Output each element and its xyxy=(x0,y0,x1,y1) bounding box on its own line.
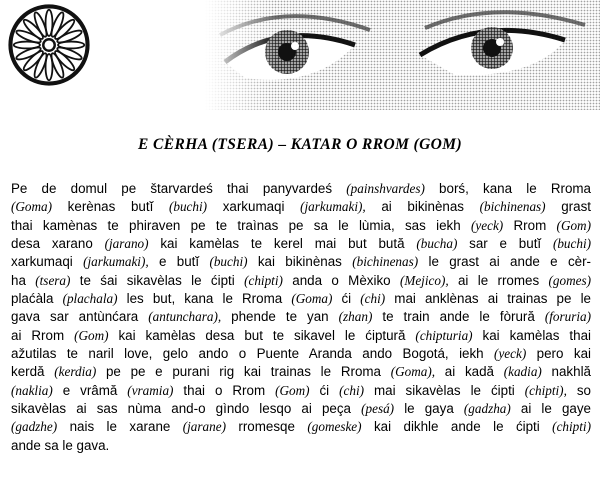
text-run: sikavèlas ai sas nùma and-o gìndo lesqo ai peça xyxy=(11,401,362,417)
text-run: ažutilas te naril love, gelo ando o Puente Aranda ando Bogotá, iekh xyxy=(11,346,495,362)
phonetic-gloss: (plachala) xyxy=(62,291,118,307)
text-run: le grast ai ande e cèr- xyxy=(418,254,591,270)
phonetic-gloss: (naklia) xyxy=(11,382,53,398)
text-run: e vrâmă xyxy=(52,382,128,398)
text-run: grast xyxy=(545,199,591,215)
text-run: kai kamèlas te kerel mai but bută xyxy=(148,236,417,252)
text-run: kai dikhle ande le ćipti xyxy=(361,419,553,435)
phonetic-gloss: (pesá) xyxy=(361,401,395,417)
text-run: kerènas butĭ xyxy=(52,199,169,215)
paragraph-line xyxy=(11,345,591,363)
phonetic-gloss: (gomes) xyxy=(548,272,591,288)
header-illustration xyxy=(0,0,600,132)
paragraph-line xyxy=(11,180,591,198)
text-run: les but, kana le Rroma xyxy=(117,291,292,307)
paragraph-line xyxy=(11,217,591,235)
paragraph-line xyxy=(11,418,591,436)
text-run: ai Rrom xyxy=(11,327,75,343)
text-run: nais le xarane xyxy=(57,419,183,435)
paragraph-line xyxy=(11,272,591,290)
paragraph-line xyxy=(11,308,591,326)
text-run: xarkumaqi xyxy=(11,254,84,270)
text-run: te train ande le fòrură xyxy=(372,309,545,325)
text-run: ai kadă xyxy=(435,364,504,380)
paragraph-line xyxy=(11,327,591,345)
phonetic-gloss: (yeck) xyxy=(494,346,527,362)
phonetic-gloss: (jarkumaki), xyxy=(300,199,366,215)
text-run: sar e butĭ xyxy=(457,236,553,252)
phonetic-gloss: (painshvardes) xyxy=(346,181,425,196)
phonetic-gloss: (kadia) xyxy=(503,364,542,380)
text-run: e butĭ xyxy=(148,254,210,270)
phonetic-gloss: (tsera) xyxy=(35,272,71,288)
text-run: rromesqe xyxy=(225,419,308,435)
phonetic-gloss: (chipti) xyxy=(552,419,591,435)
paragraph-line xyxy=(11,290,591,308)
phonetic-gloss: (foruria) xyxy=(544,309,591,325)
phonetic-gloss: (buchi) xyxy=(552,236,591,252)
paragraph-line xyxy=(11,437,591,455)
text-run: anda o Mèxiko xyxy=(282,272,400,288)
phonetic-gloss: (buchi) xyxy=(168,199,208,215)
phonetic-gloss: (Gom) xyxy=(556,217,591,233)
text-run: mai anklènas ai trainas pe le xyxy=(385,291,591,307)
phonetic-gloss: (kerdia) xyxy=(54,364,97,380)
phonetic-gloss: (bucha) xyxy=(416,236,458,252)
phonetic-gloss: (Gom) xyxy=(74,327,109,343)
phonetic-gloss: (gadzhe) xyxy=(11,419,58,435)
text-run: gava sar antùnćara xyxy=(11,309,149,325)
text-run: phende te yan xyxy=(221,309,339,325)
phonetic-gloss: (chi) xyxy=(360,291,386,307)
phonetic-gloss: (chipturia) xyxy=(415,327,473,343)
phonetic-gloss: (antunchara), xyxy=(148,309,222,325)
phonetic-gloss: (chipti) xyxy=(244,272,283,288)
phonetic-gloss: (jarane) xyxy=(182,419,226,435)
phonetic-gloss: (vramia) xyxy=(127,382,174,398)
text-run: kai bikinènas xyxy=(247,254,353,270)
text-run: so xyxy=(566,382,591,398)
phonetic-gloss: (buchi) xyxy=(209,254,248,270)
paragraph-line xyxy=(11,400,591,418)
text-run: pe pe e purani rig kai trainas le Rroma xyxy=(96,364,391,380)
phonetic-gloss: (yeck) xyxy=(471,217,504,233)
phonetic-gloss: (chi) xyxy=(339,382,365,398)
text-run: ai le gaye xyxy=(510,401,591,417)
text-run: ande sa le gava. xyxy=(11,437,110,453)
text-run: ai bikinènas xyxy=(365,199,480,215)
text-run: Pe de domul pe štarvardeś thai panyvardeś xyxy=(11,181,347,196)
text-run: thai kamènas te phiraven pe te traìnas pe sa le lùmia, sas iekh xyxy=(11,217,471,233)
text-run: kai kamèlas thai xyxy=(472,327,591,343)
phonetic-gloss: (bichinenas) xyxy=(352,254,419,270)
text-run: plaćàla xyxy=(11,291,63,307)
text-run: nakhlă xyxy=(541,364,591,380)
text-run: ći xyxy=(309,382,340,398)
article-body xyxy=(11,180,591,455)
text-run: ha xyxy=(11,272,36,288)
text-run: kerdă xyxy=(11,364,55,380)
phonetic-gloss: (chipti), xyxy=(524,382,567,398)
chakra-wheel-icon xyxy=(8,4,90,86)
text-run: desa xarano xyxy=(11,236,105,252)
phonetic-gloss: (zhan) xyxy=(338,309,373,325)
phonetic-gloss: (Mejico), xyxy=(399,272,449,288)
paragraph-line xyxy=(11,235,591,253)
phonetic-gloss: (jarano) xyxy=(104,236,149,252)
paragraph-line xyxy=(11,253,591,271)
phonetic-gloss: (jarkumaki), xyxy=(83,254,149,270)
phonetic-gloss: (Goma) xyxy=(291,291,333,307)
phonetic-gloss: (bichinenas) xyxy=(479,199,546,215)
paragraph-line xyxy=(11,363,591,381)
text-run: ći xyxy=(332,291,361,307)
text-run: borś, kana le Rroma xyxy=(424,181,591,196)
text-run: le gaya xyxy=(394,401,464,417)
phonetic-gloss: (gomeske) xyxy=(307,419,362,435)
article-title: E CÈRHA (TSERA) – KATAR O RROM (GOM) xyxy=(137,136,463,153)
phonetic-gloss: (Goma) xyxy=(11,199,53,215)
paragraph-line xyxy=(11,198,591,216)
eyes-illustration xyxy=(205,0,600,110)
text-run: mai sikavèlas le ćipti xyxy=(364,382,525,398)
text-run: te śai sikavèlas le ćipti xyxy=(70,272,245,288)
phonetic-gloss: (Goma), xyxy=(390,364,436,380)
phonetic-gloss: (Gom) xyxy=(275,382,310,398)
text-run: Rrom xyxy=(503,217,557,233)
text-run: pero kai xyxy=(526,346,591,362)
text-run: thai o Rrom xyxy=(173,382,276,398)
text-run: kai kamèlas desa but te sikavel le ćiptură xyxy=(108,327,416,343)
paragraph-line xyxy=(11,382,591,400)
phonetic-gloss: (gadzha) xyxy=(463,401,511,417)
text-run: ai le rromes xyxy=(448,272,549,288)
text-run: xarkumaqi xyxy=(207,199,301,215)
